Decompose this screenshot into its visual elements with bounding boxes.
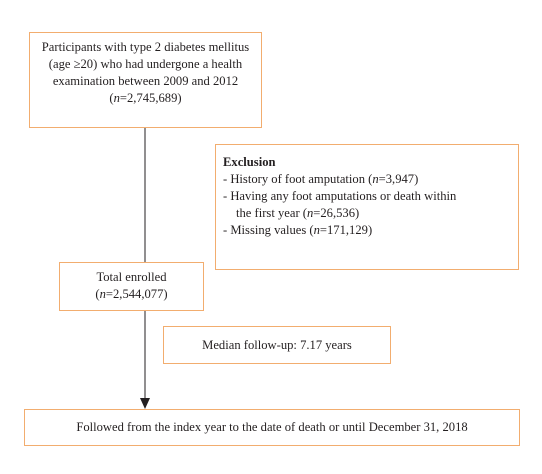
exclusion-item-n-value: =171,129) — [319, 223, 373, 237]
enrolled-box — [59, 262, 204, 311]
exclusion-item-n-symbol: n — [313, 223, 320, 237]
participants-n-symbol: n — [113, 91, 120, 105]
arrowhead-icon — [140, 398, 150, 409]
participants-line-1: Participants with type 2 diabetes mellitus — [41, 40, 250, 54]
exclusion-item-cont-text: the first year ( — [236, 206, 307, 220]
exclusion-item-continuation — [223, 205, 512, 222]
followed-box — [24, 409, 520, 446]
exclusion-item — [223, 171, 512, 188]
enrolled-label: Total enrolled — [96, 270, 167, 284]
exclusion-title: Exclusion — [223, 155, 276, 169]
exclusion-item-n-symbol: n — [306, 206, 314, 220]
followed-label: Followed from the index year to the date of death or until December 31, 2018 — [76, 420, 468, 434]
exclusion-item-text: - History of foot amputation ( — [223, 172, 373, 186]
participants-line-2: (age ≥20) who had undergone a health — [48, 57, 243, 71]
participants-n-value: =2,745,689) — [119, 91, 182, 105]
participants-count — [30, 90, 261, 107]
exclusion-item-text: - Missing values ( — [223, 223, 314, 237]
exclusion-item-n-symbol: n — [372, 172, 379, 186]
enrolled-n-symbol: n — [99, 287, 106, 301]
exclusion-box — [215, 144, 519, 270]
participants-box — [29, 32, 262, 128]
enrolled-count — [60, 286, 203, 303]
exclusion-item-n-value: =26,536) — [313, 206, 360, 220]
exclusion-item-n-value: =3,947) — [378, 172, 419, 186]
median-followup-box — [163, 326, 391, 364]
exclusion-item — [223, 222, 512, 239]
enrolled-count-prefix: ( — [95, 287, 100, 301]
median-followup-label: Median follow-up: 7.17 years — [202, 338, 352, 352]
exclusion-item: - Having any foot amputations or death within — [223, 189, 457, 203]
participants-count-prefix: ( — [109, 91, 114, 105]
participants-line-3: examination between 2009 and 2012 — [52, 74, 239, 88]
enrolled-n-value: =2,544,077) — [105, 287, 168, 301]
